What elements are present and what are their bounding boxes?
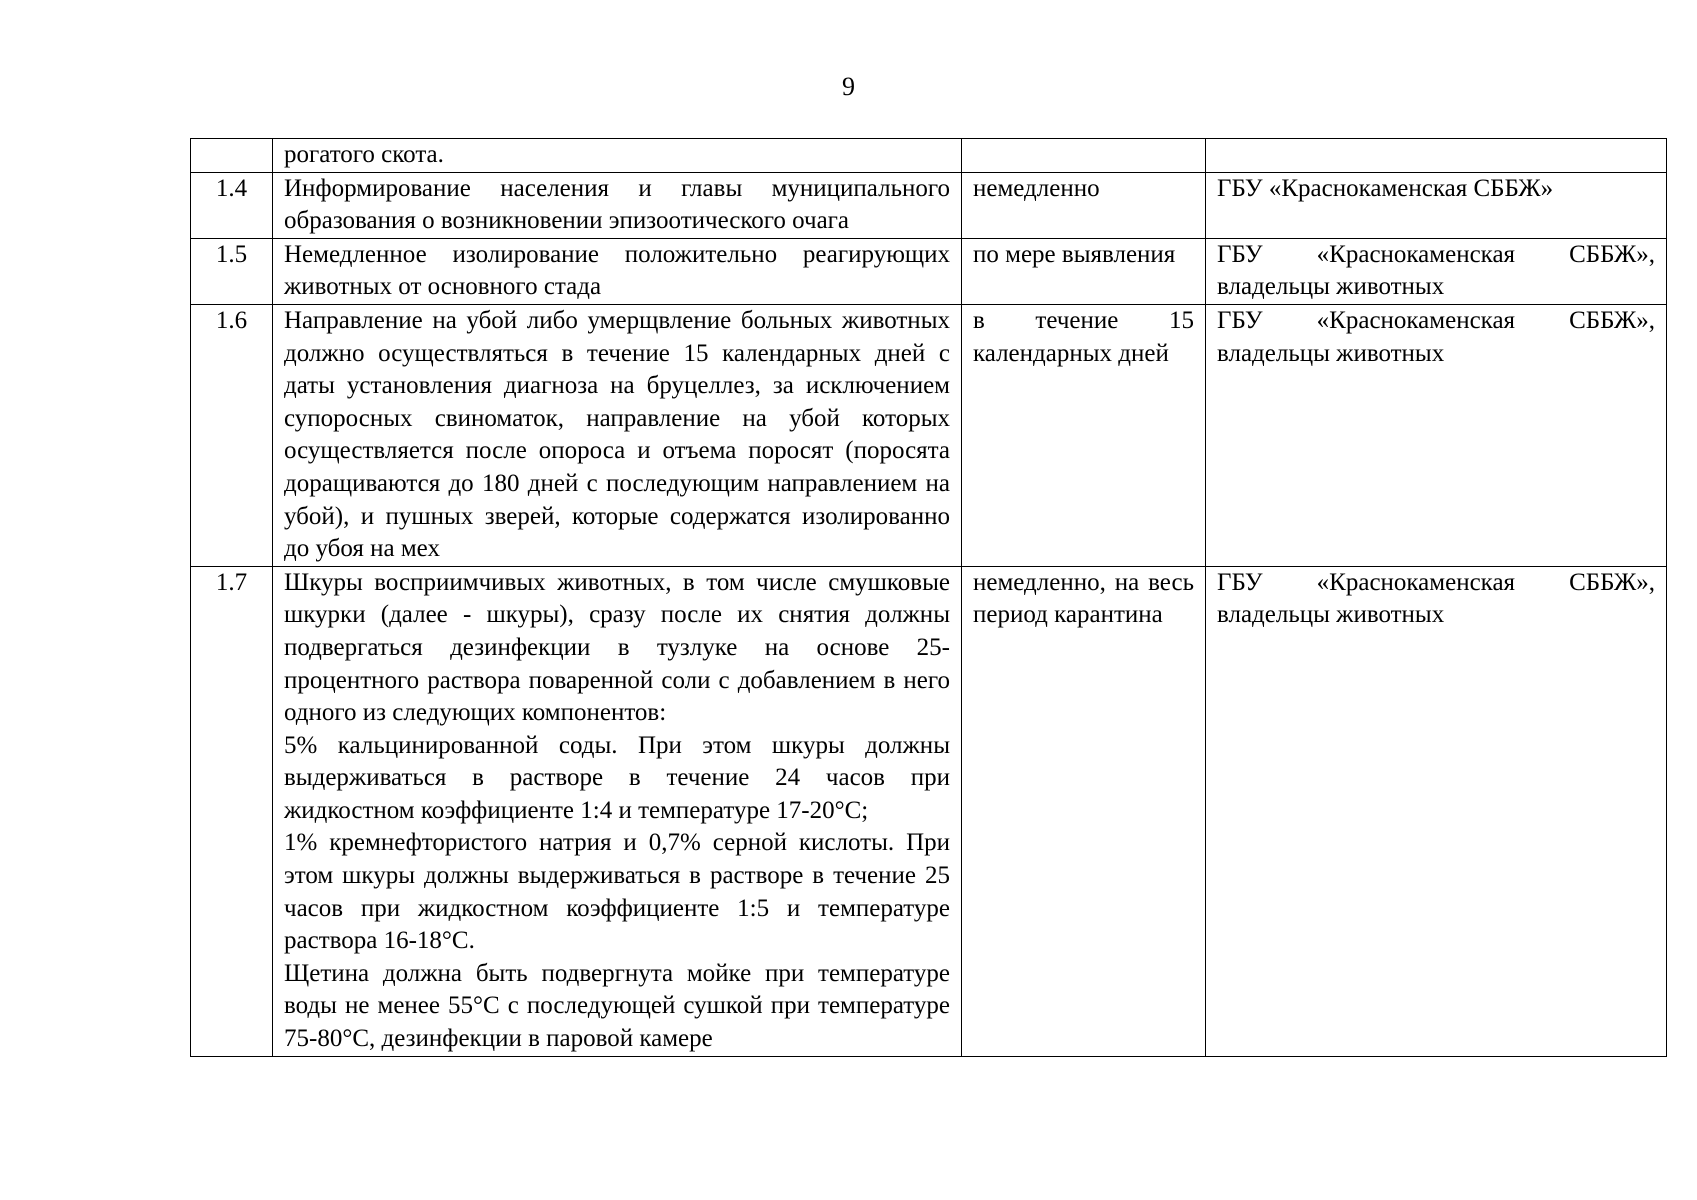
row-number: 1.5 bbox=[191, 238, 273, 304]
description-paragraph: Направление на убой либо умерщвление больных животных должно осуществляться в течение 15 календарных дней с даты установления диагноза на бруцеллез, за исключением супоросных свиноматок, направление на убой которых осуществляется после опороса и отъема поросят (поросята доращиваются до 180 дней с последующим направлением на убой), и пушных зверей, которые содержатся изолированно до убоя на мех bbox=[284, 306, 950, 563]
description-paragraph: Щетина должна быть подвергнута мойке при температуре воды не менее 55°С с последующей сушкой при температуре 75-80°С, дезинфекции в паровой камере bbox=[284, 959, 950, 1053]
description-paragraph: рогатого скота. bbox=[284, 141, 444, 168]
measure-responsible bbox=[1206, 139, 1667, 173]
description-paragraph: Немедленное изолирование положительно реагирующих животных от основного стада bbox=[284, 240, 950, 301]
measure-description bbox=[273, 566, 962, 1056]
measure-term: по мере выявления bbox=[962, 238, 1206, 304]
measures-table bbox=[190, 138, 1667, 1057]
table-row bbox=[191, 566, 1667, 1056]
description-paragraph: 5% кальцинированной соды. При этом шкуры должны выдерживаться в растворе в течение 24 часов при жидкостном коэффициенте 1:4 и температуре 17-20°С; bbox=[284, 731, 950, 824]
measure-term bbox=[962, 139, 1206, 173]
measure-term: в течение 15 календарных дней bbox=[962, 304, 1206, 566]
description-paragraph: Информирование населения и главы муниципального образования о возникновении эпизоотического очага bbox=[284, 174, 950, 235]
row-number: 1.7 bbox=[191, 566, 273, 1056]
measure-term: немедленно bbox=[962, 172, 1206, 238]
measure-responsible: ГБУ «Краснокаменская СББЖ», владельцы животных bbox=[1206, 304, 1667, 566]
measure-responsible: ГБУ «Краснокаменская СББЖ» bbox=[1206, 172, 1667, 238]
table-row bbox=[191, 304, 1667, 566]
row-number bbox=[191, 139, 273, 173]
measure-description bbox=[273, 304, 962, 566]
measure-description bbox=[273, 172, 962, 238]
measure-responsible: ГБУ «Краснокаменская СББЖ», владельцы животных bbox=[1206, 238, 1667, 304]
table-row bbox=[191, 139, 1667, 173]
table-row bbox=[191, 172, 1667, 238]
page-number: 9 bbox=[842, 72, 855, 101]
description-paragraph: Шкуры восприимчивых животных, в том числе смушковые шкурки (далее - шкуры), сразу после их снятия должны подвергаться дезинфекции в тузлуке на основе 25-процентного раствора поваренной соли с добавлением в него одного из следующих компонентов: bbox=[284, 568, 950, 727]
measure-term: немедленно, на весь период карантина bbox=[962, 566, 1206, 1056]
description-paragraph: 1% кремнефтористого натрия и 0,7% серной кислоты. При этом шкуры должны выдерживаться в растворе в течение 25 часов при жидкостном коэффициенте 1:5 и температуре раствора 16-18°С. bbox=[284, 829, 950, 955]
measure-description bbox=[273, 238, 962, 304]
measure-description bbox=[273, 139, 962, 173]
row-number: 1.4 bbox=[191, 172, 273, 238]
row-number: 1.6 bbox=[191, 304, 273, 566]
table-row bbox=[191, 238, 1667, 304]
measure-responsible: ГБУ «Краснокаменская СББЖ», владельцы животных bbox=[1206, 566, 1667, 1056]
